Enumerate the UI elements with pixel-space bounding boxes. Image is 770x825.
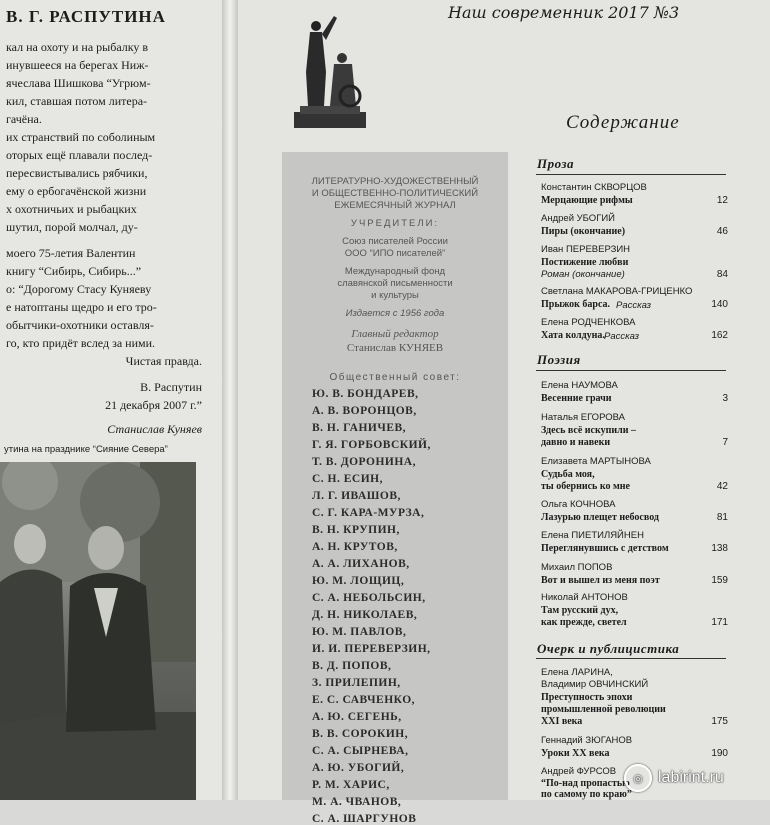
founder: ООО “ИПО писателей” <box>344 248 446 259</box>
section-heading-prose: Проза <box>537 156 575 171</box>
toc-title: промышленной революции <box>541 704 666 715</box>
toc-page: 171 <box>711 617 728 628</box>
council-member: М. А. ЧВАНОВ, <box>312 796 402 808</box>
book-gutter <box>222 0 238 800</box>
toc-page: 162 <box>711 330 728 341</box>
toc-author: Андрей УБОГИЙ <box>541 213 615 224</box>
text-line: оторых ещё плавали послед- <box>6 148 153 162</box>
toc-title: давно и навеки <box>541 437 611 448</box>
council-member: И. И. ПЕРЕВЕРЗИН, <box>312 643 431 655</box>
toc-title: Преступность эпохи <box>541 692 633 703</box>
toc-author: Елена НАУМОВА <box>541 380 618 391</box>
toc-author: Елена ПИЕТИЛЯЙНЕН <box>541 530 644 541</box>
magazine-header: Наш современник 2017 №3 <box>448 3 680 22</box>
section-heading-essays: Очерк и публицистика <box>537 641 680 656</box>
text-line: пересвистывались рябчики, <box>6 166 148 180</box>
toc-page: 46 <box>716 226 728 237</box>
toc-subtitle: Роман (окончание) <box>541 269 625 280</box>
council-label: Общественный совет: <box>329 372 461 383</box>
council-member: З. ПРИЛЕПИН, <box>312 677 401 689</box>
council-member: Г. Я. ГОРБОВСКИЙ, <box>312 439 431 451</box>
toc-page: 175 <box>711 716 728 727</box>
council-member: В. Н. КРУПИН, <box>312 524 400 536</box>
toc-author: Николай АНТОНОВ <box>541 592 628 603</box>
journal-type-line: ЕЖЕМЕСЯЧНЫЙ ЖУРНАЛ <box>334 200 456 211</box>
text-line: х охотничьих и рыбацких <box>6 202 137 216</box>
toc-page: 3 <box>722 393 728 404</box>
council-member: С. А. ШАРГУНОВ <box>312 813 417 825</box>
toc-page: 81 <box>716 512 728 523</box>
photo <box>0 462 196 800</box>
toc-title: Судьба моя, <box>541 469 595 480</box>
toc-page: 42 <box>716 481 728 492</box>
toc-title: Лазурью плещет небосвод <box>541 512 659 523</box>
text-line: их странствий по соболиным <box>6 130 156 144</box>
council-member: С. Н. ЕСИН, <box>312 473 383 485</box>
watermark <box>624 764 724 792</box>
council-member: В. Д. ПОПОВ, <box>312 660 392 672</box>
toc-author: Геннадий ЗЮГАНОВ <box>541 735 633 746</box>
council-member: Т. В. ДОРОНИНА, <box>312 456 416 468</box>
text-line: инувшееся на берегах Ниж- <box>6 58 149 72</box>
text-line: кал на охоту и на рыбалку в <box>6 40 149 54</box>
toc-title: Весенние грачи <box>541 393 612 404</box>
text-line: ячеслава Шишкова “Угрюм- <box>6 76 151 90</box>
council-member: Ю. М. ЛОЩИЦ, <box>312 575 405 587</box>
toc-page: 140 <box>711 299 728 310</box>
toc-author: Елена РОДЧЕНКОВА <box>541 317 636 328</box>
toc-title: как прежде, светел <box>541 617 627 628</box>
council-member: А. А. ЛИХАНОВ, <box>312 558 410 570</box>
section-heading-poetry: Поэзия <box>537 352 581 367</box>
council-member: Ю. В. БОНДАРЕВ, <box>312 388 419 400</box>
council-member: А. В. ВОРОНЦОВ, <box>312 405 417 417</box>
text-line: книгу “Сибирь, Сибирь...” <box>6 264 142 278</box>
council-member: Д. Н. НИКОЛАЕВ, <box>312 609 418 621</box>
council-member: В. В. СОРОКИН, <box>312 728 409 740</box>
text-line: Чистая правда. <box>125 354 202 368</box>
article-author: Станислав Куняев <box>107 422 202 436</box>
labirint-logo-icon: ◎ <box>624 764 652 792</box>
toc-title: Там русский дух, <box>541 605 619 616</box>
text-line: ему о ербогачёнской жизни <box>6 184 147 198</box>
toc-author: Константин СКВОРЦОВ <box>541 182 647 193</box>
toc-author: Елизавета МАРТЫНОВА <box>541 456 651 467</box>
toc-title: Прыжок барса. <box>541 299 611 310</box>
section-rule <box>536 370 726 371</box>
watermark-text: labirint.ru <box>658 769 724 786</box>
toc-page: 159 <box>711 575 728 586</box>
toc-author: Андрей ФУРСОВ <box>541 766 617 777</box>
text-line: шутил, порой молчал, ду- <box>6 220 138 234</box>
council-member: Р. М. ХАРИС, <box>312 779 390 791</box>
founder: Международный фонд <box>344 266 446 277</box>
text-line: моего 75-летия Валентин <box>6 246 136 260</box>
toc-title: Переглянувшись с детством <box>541 543 669 554</box>
toc-page: 7 <box>722 437 728 448</box>
since-year: Издается с 1956 года <box>345 308 445 319</box>
editor-name: Станислав КУНЯЕВ <box>346 342 444 354</box>
founder: славянской письменности <box>337 278 453 289</box>
signature-name: В. Распутин <box>140 380 202 394</box>
founder: Союз писателей России <box>342 236 448 247</box>
text-line: обытчики-охотники оставля- <box>6 318 154 332</box>
toc-title: Уроки XX века <box>541 748 610 759</box>
contents-title: Содержание <box>566 112 680 133</box>
toc-title: Мерцающие рифмы <box>541 195 633 206</box>
toc-title: Здесь всё искупили – <box>541 425 636 436</box>
journal-type-line: ЛИТЕРАТУРНО-ХУДОЖЕСТВЕННЫЙ <box>311 176 479 187</box>
toc-author: Ольга КОЧНОВА <box>541 499 616 510</box>
editorial-board <box>282 152 508 825</box>
editor-label: Главный редактор <box>351 328 439 340</box>
text-line: кил, ставшая потом литера- <box>6 94 148 108</box>
toc-author: Елена ЛАРИНА, <box>541 667 613 678</box>
council-member: С. А. НЕБОЛЬСИН, <box>312 592 426 604</box>
council-member: Е. С. САВЧЕНКО, <box>312 694 416 706</box>
toc-author: Михаил ПОПОВ <box>541 562 613 573</box>
text-line: гачёна. <box>6 112 42 126</box>
text-line: е натоптаны щедро и его тро- <box>6 300 157 314</box>
toc-page: 12 <box>716 195 728 206</box>
council-member: С. Г. КАРА-МУРЗА, <box>312 507 425 519</box>
council-member: А. Ю. СЕГЕНЬ, <box>312 711 402 723</box>
council-member: Ю. М. ПАВЛОВ, <box>312 626 407 638</box>
founder: и культуры <box>371 290 419 301</box>
toc-title: Пиры (окончание) <box>541 226 626 237</box>
toc-author: Светлана МАКАРОВА-ГРИЦЕНКО <box>541 286 693 297</box>
toc-page: 190 <box>711 748 728 759</box>
toc-subtitle: Рассказ <box>616 300 652 311</box>
running-head: В. Г. РАСПУТИНА <box>6 7 166 26</box>
toc-author: Владимир ОВЧИНСКИЙ <box>541 679 649 690</box>
section-rule <box>536 658 726 659</box>
toc-title: ты обернись ко мне <box>541 481 630 492</box>
council-member: А. Н. КРУТОВ, <box>312 541 398 553</box>
section-rule <box>536 174 726 175</box>
toc-title: XXI века <box>541 716 583 727</box>
council-member: А. Ю. УБОГИЙ, <box>312 762 405 774</box>
toc-page: 138 <box>711 543 728 554</box>
toc-title: по самому по краю” <box>541 789 632 800</box>
founders-label: УЧРЕДИТЕЛИ: <box>350 218 440 229</box>
toc-author: Иван ПЕРЕВЕРЗИН <box>541 244 631 255</box>
toc-title: “По-над пропастью <box>541 778 630 789</box>
text-line: го, кто придёт вслед за ними. <box>6 336 156 350</box>
journal-type-line: И ОБЩЕСТВЕННО-ПОЛИТИЧЕСКИЙ <box>311 188 479 199</box>
monument-logo <box>290 12 370 130</box>
toc-title: Вот и вышел из меня поэт <box>541 575 660 586</box>
text-line: о: “Дорогому Стасу Куняеву <box>6 282 152 296</box>
council-member: В. Н. ГАНИЧЕВ, <box>312 422 407 434</box>
toc-title: Хата колдуна. <box>541 330 605 341</box>
toc-title: Постижение любви <box>541 257 629 268</box>
photo-figures <box>0 462 196 800</box>
toc-page: 84 <box>716 269 728 280</box>
council-member: Л. Г. ИВАШОВ, <box>312 490 401 502</box>
photo-caption: утина на празднике “Сияние Севера” <box>4 444 168 455</box>
left-page <box>0 0 222 800</box>
toc-author: Наталья ЕГОРОВА <box>541 412 625 423</box>
signature-date: 21 декабря 2007 г.” <box>105 398 202 412</box>
council-member: С. А. СЫРНЕВА, <box>312 745 409 757</box>
toc-subtitle: Рассказ <box>604 331 640 342</box>
